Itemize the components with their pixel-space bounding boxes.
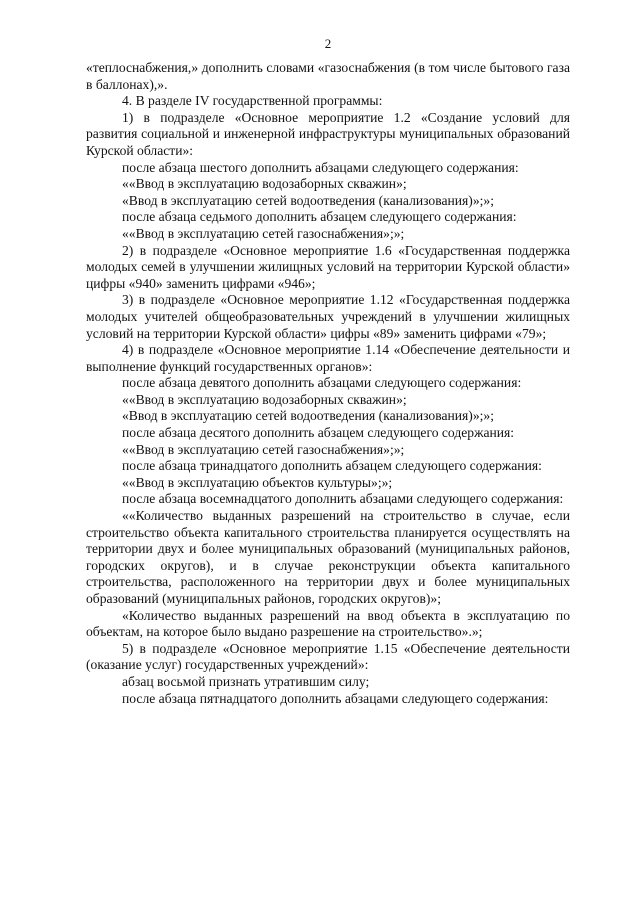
paragraph-22: 5) в подразделе «Основное мероприятие 1.15 «Обеспечение деятельности (оказание услуг) государственных учреждений»: xyxy=(86,640,570,673)
paragraph-13: ««Ввод в эксплуатацию водозаборных скважин»; xyxy=(122,391,407,407)
page-number: 2 xyxy=(324,36,332,51)
paragraph-24: после абзаца пятнадцатого дополнить абзацами следующего содержания: xyxy=(122,690,549,706)
paragraph-16: ««Ввод в эксплуатацию сетей газоснабжения»;»; xyxy=(122,441,405,457)
paragraph-23: абзац восьмой признать утратившим силу; xyxy=(122,673,370,689)
paragraph-4: после абзаца шестого дополнить абзацами следующего содержания: xyxy=(122,159,519,175)
paragraph-12: после абзаца девятого дополнить абзацами следующего содержания: xyxy=(122,375,522,391)
paragraph-18: ««Ввод в эксплуатацию объектов культуры»;»; xyxy=(122,474,393,490)
paragraph-9: 2) в подразделе «Основное мероприятие 1.6 «Государственная поддержка молодых семей в улучшении жилищных условий на территории Курской области» цифры «940» заменить цифрами «946»; xyxy=(86,242,570,291)
paragraph-2: 4. В разделе IV государственной программы: xyxy=(122,93,383,109)
paragraph-14: «Ввод в эксплуатацию сетей водоотведения (канализования)»;»; xyxy=(122,408,494,424)
paragraph-15: после абзаца десятого дополнить абзацем следующего содержания: xyxy=(122,425,515,441)
paragraph-11: 4) в подразделе «Основное мероприятие 1.14 «Обеспечение деятельности и выполнение функций государственных органов»: xyxy=(86,342,570,374)
paragraph-21: «Количество выданных разрешений на ввод объекта в эксплуатацию по объектам, на которое было выдано разрешение на строительство».»; xyxy=(86,607,570,640)
paragraph-6: «Ввод в эксплуатацию сетей водоотведения (канализования)»;»; xyxy=(122,192,494,208)
paragraph-5: ««Ввод в эксплуатацию водозаборных скважин»; xyxy=(122,176,407,192)
paragraph-8: ««Ввод в эксплуатацию сетей газоснабжения»;»; xyxy=(122,225,405,241)
paragraph-20: ««Количество выданных разрешений на строительство в случае, если строительство объекта капитального строительства планируется осуществлять на территории двух и более муниципальных образований (муниципальных районов, городских округов), и в случае реконструкции объекта капитального строительства, расположенного на территории двух и более муниципальных образований (муниципальных районов, городских округов)»; xyxy=(86,508,570,606)
paragraph-7: после абзаца седьмого дополнить абзацем следующего содержания: xyxy=(122,209,517,225)
paragraph-10: 3) в подразделе «Основное мероприятие 1.12 «Государственная поддержка молодых учителей общеобразовательных учреждений в улучшении жилищных условий на территории Курской области» цифры «89» заменить цифрами «79»; xyxy=(86,292,570,341)
paragraph-19: после абзаца восемнадцатого дополнить абзацами следующего содержания: xyxy=(122,491,564,507)
paragraph-3: 1) в подразделе «Основное мероприятие 1.2 «Создание условий для развития социальной и инженерной инфраструктуры муниципальных образований Курской области»: xyxy=(86,109,570,158)
paragraph-17: после абзаца тринадцатого дополнить абзацем следующего содержания: xyxy=(122,458,542,474)
paragraph-1: «теплоснабжения,» дополнить словами «газоснабжения (в том числе бытового газа в баллонах),». xyxy=(86,60,570,92)
